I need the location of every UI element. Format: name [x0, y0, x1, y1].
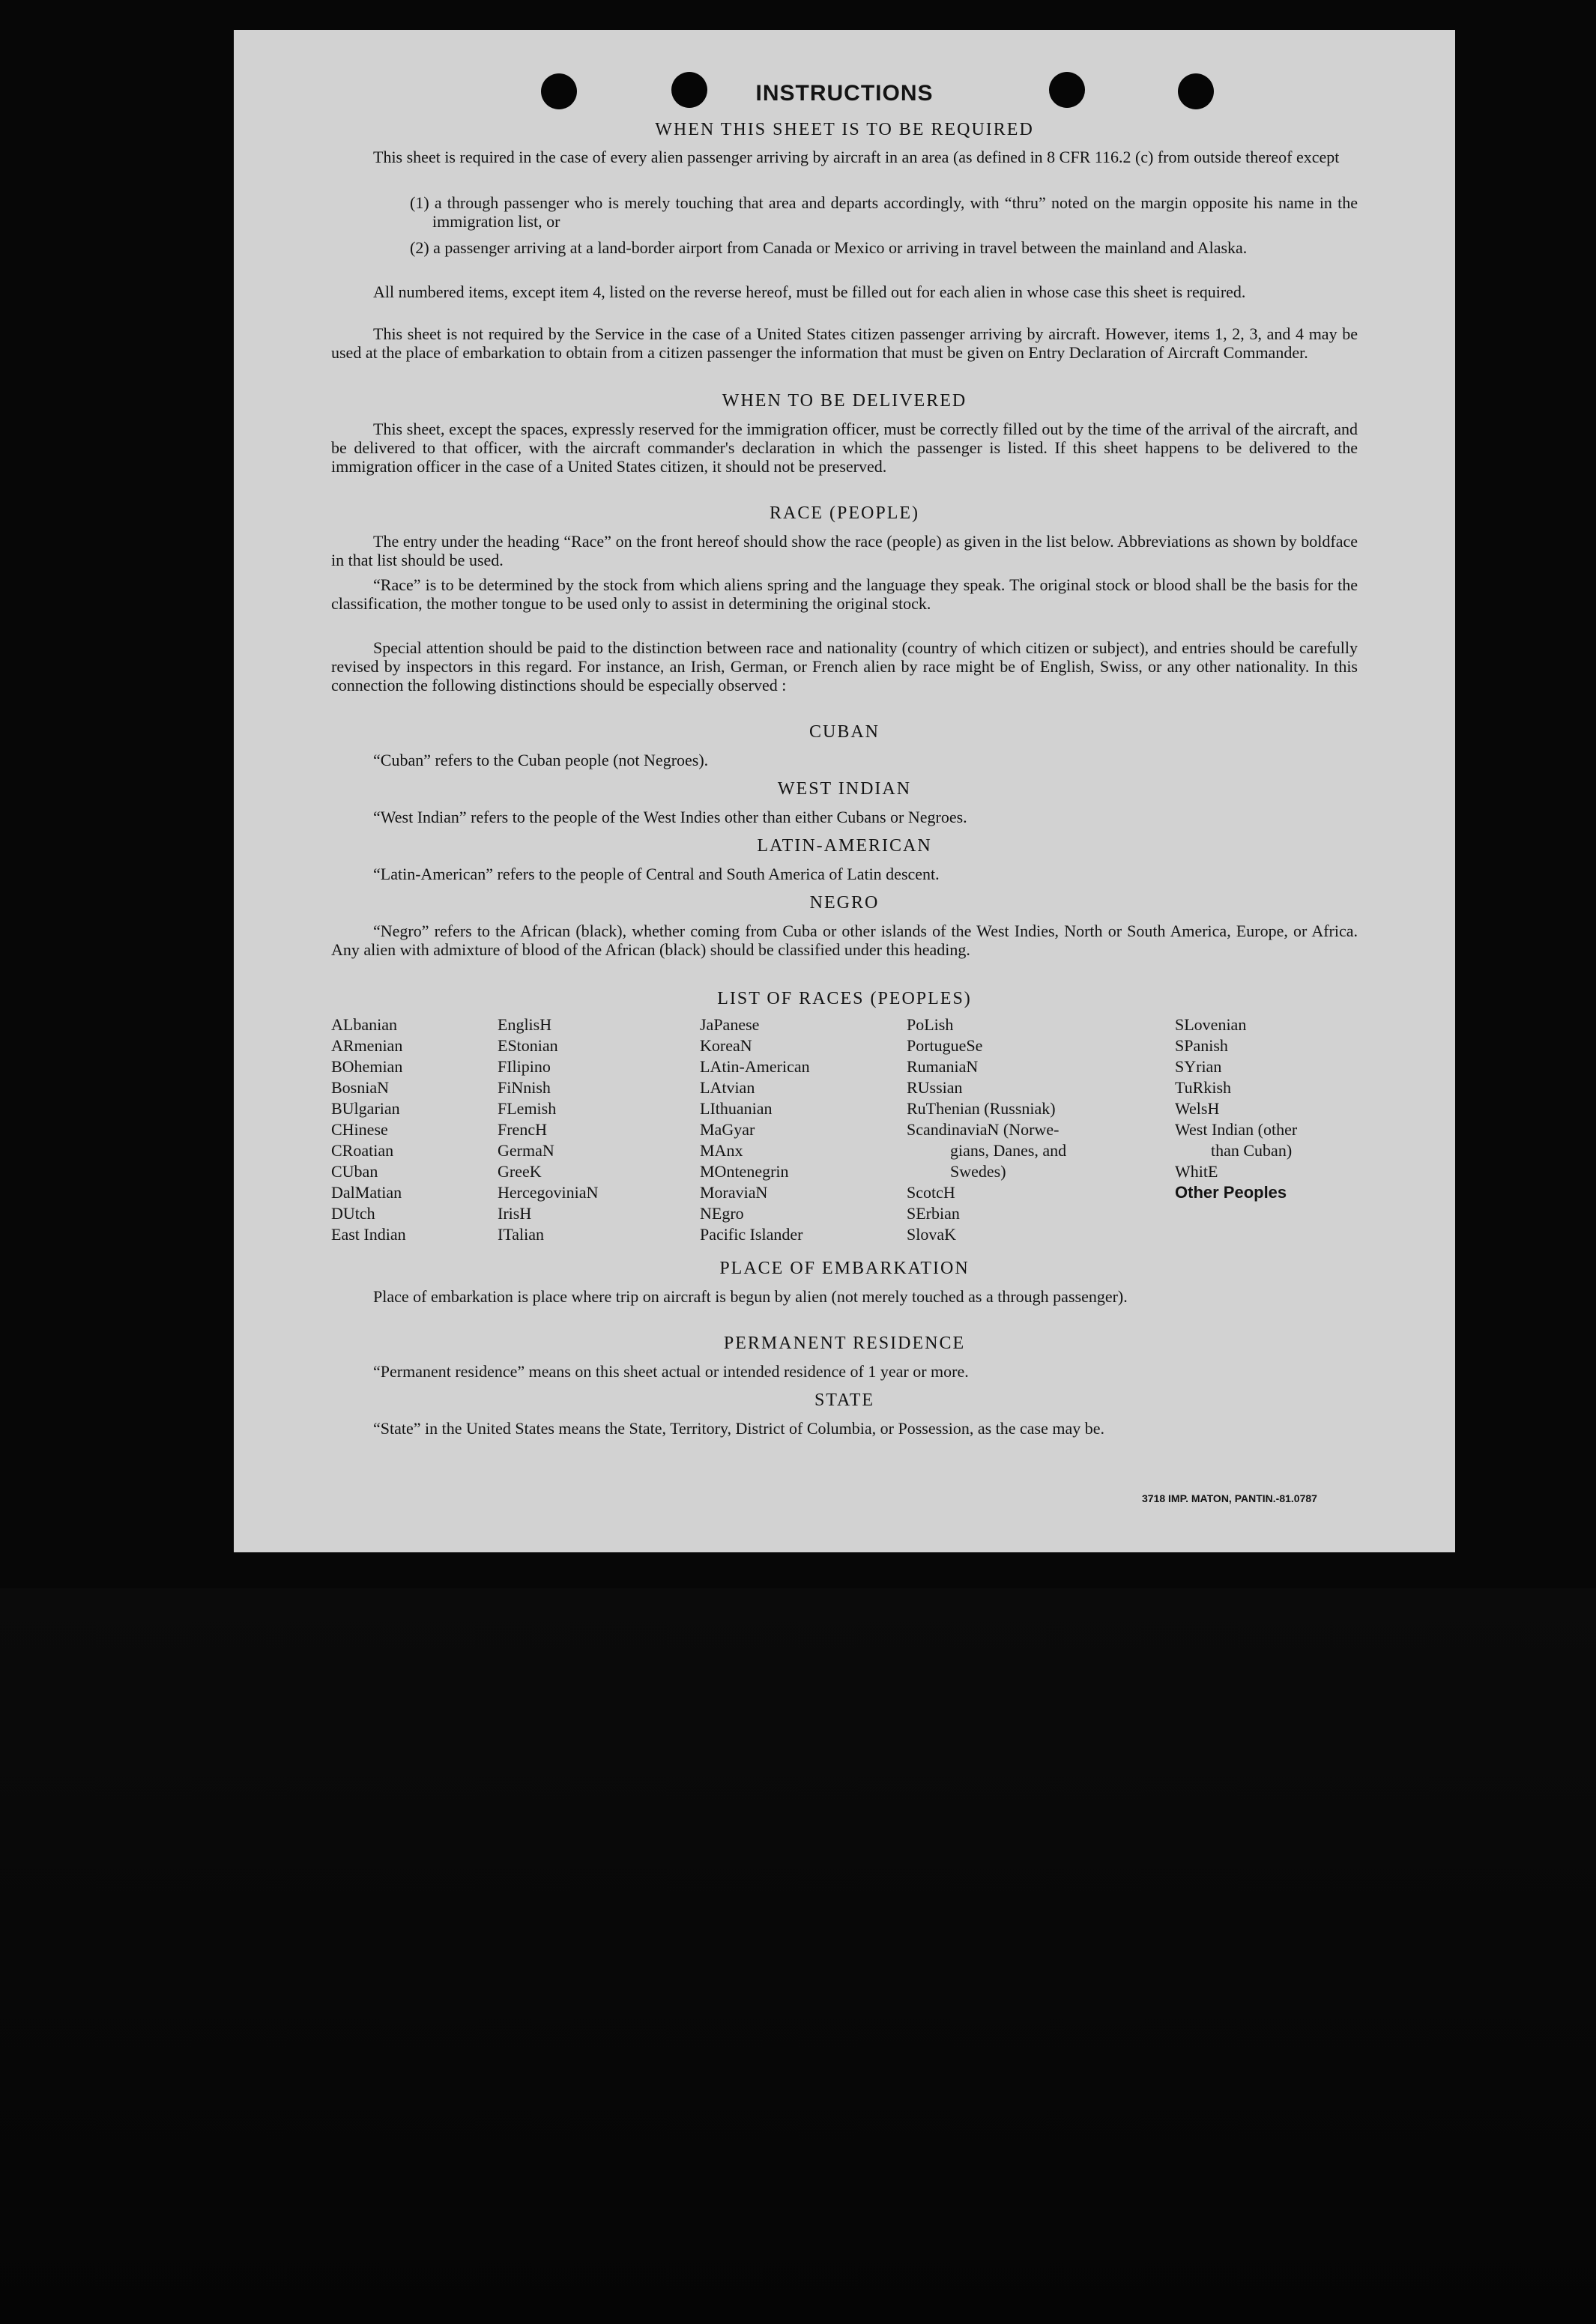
heading-list-of-races: LIST OF RACES (PEOPLES)	[717, 989, 972, 1008]
race-entry: MaGyar	[700, 1120, 755, 1139]
race-entry: JaPanese	[700, 1015, 760, 1034]
race-entry: EStonian	[498, 1036, 558, 1055]
heading-negro: NEGRO	[809, 893, 880, 913]
race-entry: gians, Danes, and	[950, 1141, 1067, 1160]
page-title: INSTRUCTIONS	[755, 81, 934, 106]
race-entry: Pacific Islander	[700, 1225, 803, 1244]
printer-imprint: 3718 IMP. MATON, PANTIN.-81.0787	[1142, 1492, 1317, 1504]
race-entry: SYrian	[1175, 1057, 1222, 1076]
paragraph: “Cuban” refers to the Cuban people (not Negroes).	[373, 751, 709, 769]
race-entry: CHinese	[331, 1120, 388, 1139]
race-entry: EnglisH	[498, 1015, 552, 1034]
race-entry: MoraviaN	[700, 1183, 768, 1202]
race-entry: NEgro	[700, 1204, 744, 1223]
heading-embarkation: PLACE OF EMBARKATION	[719, 1259, 970, 1278]
race-entry: Other Peoples	[1175, 1183, 1287, 1202]
heading-when-delivered: WHEN TO BE DELIVERED	[722, 391, 967, 411]
paragraph: “Negro” refers to the African (black), whether coming from Cuba or other islands of the West Indies, North or South America, Europe, or Africa. Any alien with admixture of blood of the African (black) should be classified under this heading.	[331, 922, 1358, 959]
race-entry: ARmenian	[331, 1036, 403, 1055]
heading-west-indian: WEST INDIAN	[777, 779, 912, 799]
dark-background	[0, 1588, 1596, 2324]
race-entry: FrencH	[498, 1120, 547, 1139]
race-entry: CUban	[331, 1162, 378, 1181]
race-entry: SErbian	[907, 1204, 960, 1223]
race-entry: WhitE	[1175, 1162, 1218, 1181]
race-entry: BUlgarian	[331, 1099, 400, 1118]
race-entry: Swedes)	[950, 1162, 1006, 1181]
race-entry: FLemish	[498, 1099, 557, 1118]
paragraph: This sheet is required in the case of every alien passenger arriving by aircraft in an area (as defined in 8 CFR 116.2 (c) from outside thereof except	[373, 148, 1340, 166]
paragraph: “Race” is to be determined by the stock from which aliens spring and the language they speak. The original stock or blood shall be the basis for the classification, the mother tongue to be used only to assist in determining the original stock.	[331, 575, 1358, 613]
paragraph: “Permanent residence” means on this sheet actual or intended residence of 1 year or more.	[373, 1362, 969, 1381]
race-entry: ITalian	[498, 1225, 544, 1244]
heading-state: STATE	[814, 1391, 875, 1410]
paragraph-item: (1) a through passenger who is merely touching that area and departs accordingly, with “thru” noted on the margin opposite his name in the immigration list, or	[410, 193, 1358, 231]
race-entry: RUssian	[907, 1078, 963, 1097]
heading-when-required: WHEN THIS SHEET IS TO BE REQUIRED	[655, 120, 1034, 139]
race-entry: ScandinaviaN (Norwe-	[907, 1120, 1060, 1139]
race-entry: ALbanian	[331, 1015, 397, 1034]
races-column-1	[331, 1014, 406, 1245]
race-entry: IrisH	[498, 1204, 532, 1223]
race-entry: ScotcH	[907, 1183, 955, 1202]
race-entry: SPanish	[1175, 1036, 1228, 1055]
paragraph: This sheet, except the spaces, expressly reserved for the immigration officer, must be correctly filled out by the time of the arrival of the aircraft, and be delivered to that officer, with the aircraft commander's declaration in which the passenger is listed. If this sheet happens to be delivered to the immigration officer in the case of a United States citizen, it should not be preserved.	[331, 420, 1358, 476]
race-entry: West Indian (other	[1175, 1120, 1298, 1139]
paragraph: Special attention should be paid to the distinction between race and nationality (country of which citizen or subject), and entries should be carefully revised by inspectors in this regard. For instance, an Irish, German, or French alien by race might be of English, Swiss, or any other nationality. In this connection the following distinctions should be especially observed :	[331, 638, 1358, 695]
race-entry: DalMatian	[331, 1183, 402, 1202]
paragraph: The entry under the heading “Race” on the front hereof should show the race (people) as given in the list below. Abbreviations as shown by boldface in that list should be used.	[331, 532, 1358, 569]
race-entry: RumaniaN	[907, 1057, 979, 1076]
race-entry: CRoatian	[331, 1141, 394, 1160]
race-entry: LIthuanian	[700, 1099, 773, 1118]
race-entry: DUtch	[331, 1204, 375, 1223]
paragraph: All numbered items, except item 4, listed on the reverse hereof, must be filled out for each alien in whose case this sheet is required.	[373, 282, 1246, 301]
races-column-4	[907, 1014, 1066, 1245]
instruction-sheet	[234, 30, 1455, 1552]
race-entry: than Cuban)	[1211, 1141, 1293, 1160]
races-column-2	[498, 1014, 598, 1245]
race-entry: MAnx	[700, 1141, 743, 1160]
paragraph: “Latin-American” refers to the people of Central and South America of Latin descent.	[373, 865, 940, 883]
race-entry: FiNnish	[498, 1078, 551, 1097]
race-entry: PoLish	[907, 1015, 954, 1034]
race-entry: RuThenian (Russniak)	[907, 1099, 1056, 1118]
paragraph: This sheet is not required by the Service in the case of a United States citizen passenger arriving by aircraft. However, items 1, 2, 3, and 4 may be used at the place of embarkation to obtain from a citizen passenger the information that must be given on Entry Declaration of Aircraft Commander.	[331, 324, 1358, 362]
race-entry: BOhemian	[331, 1057, 403, 1076]
race-entry: PortugueSe	[907, 1036, 983, 1055]
race-entry: SLovenian	[1175, 1015, 1247, 1034]
race-entry: KoreaN	[700, 1036, 752, 1055]
race-entry: FIlipino	[498, 1057, 551, 1076]
race-entry: TuRkish	[1175, 1078, 1232, 1097]
paragraph: “State” in the United States means the State, Territory, District of Columbia, or Possession, as the case may be.	[373, 1419, 1105, 1438]
race-entry: LAtvian	[700, 1078, 755, 1097]
race-entry: GreeK	[498, 1162, 542, 1181]
race-entry: LAtin-American	[700, 1057, 810, 1076]
race-entry: GermaN	[498, 1141, 554, 1160]
race-entry: HercegoviniaN	[498, 1183, 599, 1202]
race-entry: SlovaK	[907, 1225, 956, 1244]
race-entry: WelsH	[1175, 1099, 1220, 1118]
heading-latin-american: LATIN-AMERICAN	[757, 836, 932, 856]
race-entry: BosniaN	[331, 1078, 389, 1097]
races-column-5	[1175, 1014, 1297, 1203]
paragraph-item: (2) a passenger arriving at a land-border airport from Canada or Mexico or arriving in travel between the mainland and Alaska.	[410, 238, 1248, 257]
race-entry: East Indian	[331, 1225, 406, 1244]
races-column-3	[700, 1014, 810, 1245]
heading-permanent-residence: PERMANENT RESIDENCE	[723, 1334, 966, 1353]
paragraph: Place of embarkation is place where trip on aircraft is begun by alien (not merely touched as a through passenger).	[373, 1287, 1128, 1306]
race-entry: MOntenegrin	[700, 1162, 789, 1181]
paragraph: “West Indian” refers to the people of the West Indies other than either Cubans or Negroes.	[373, 808, 967, 826]
heading-race: RACE (PEOPLE)	[770, 503, 919, 523]
heading-cuban: CUBAN	[808, 722, 880, 742]
